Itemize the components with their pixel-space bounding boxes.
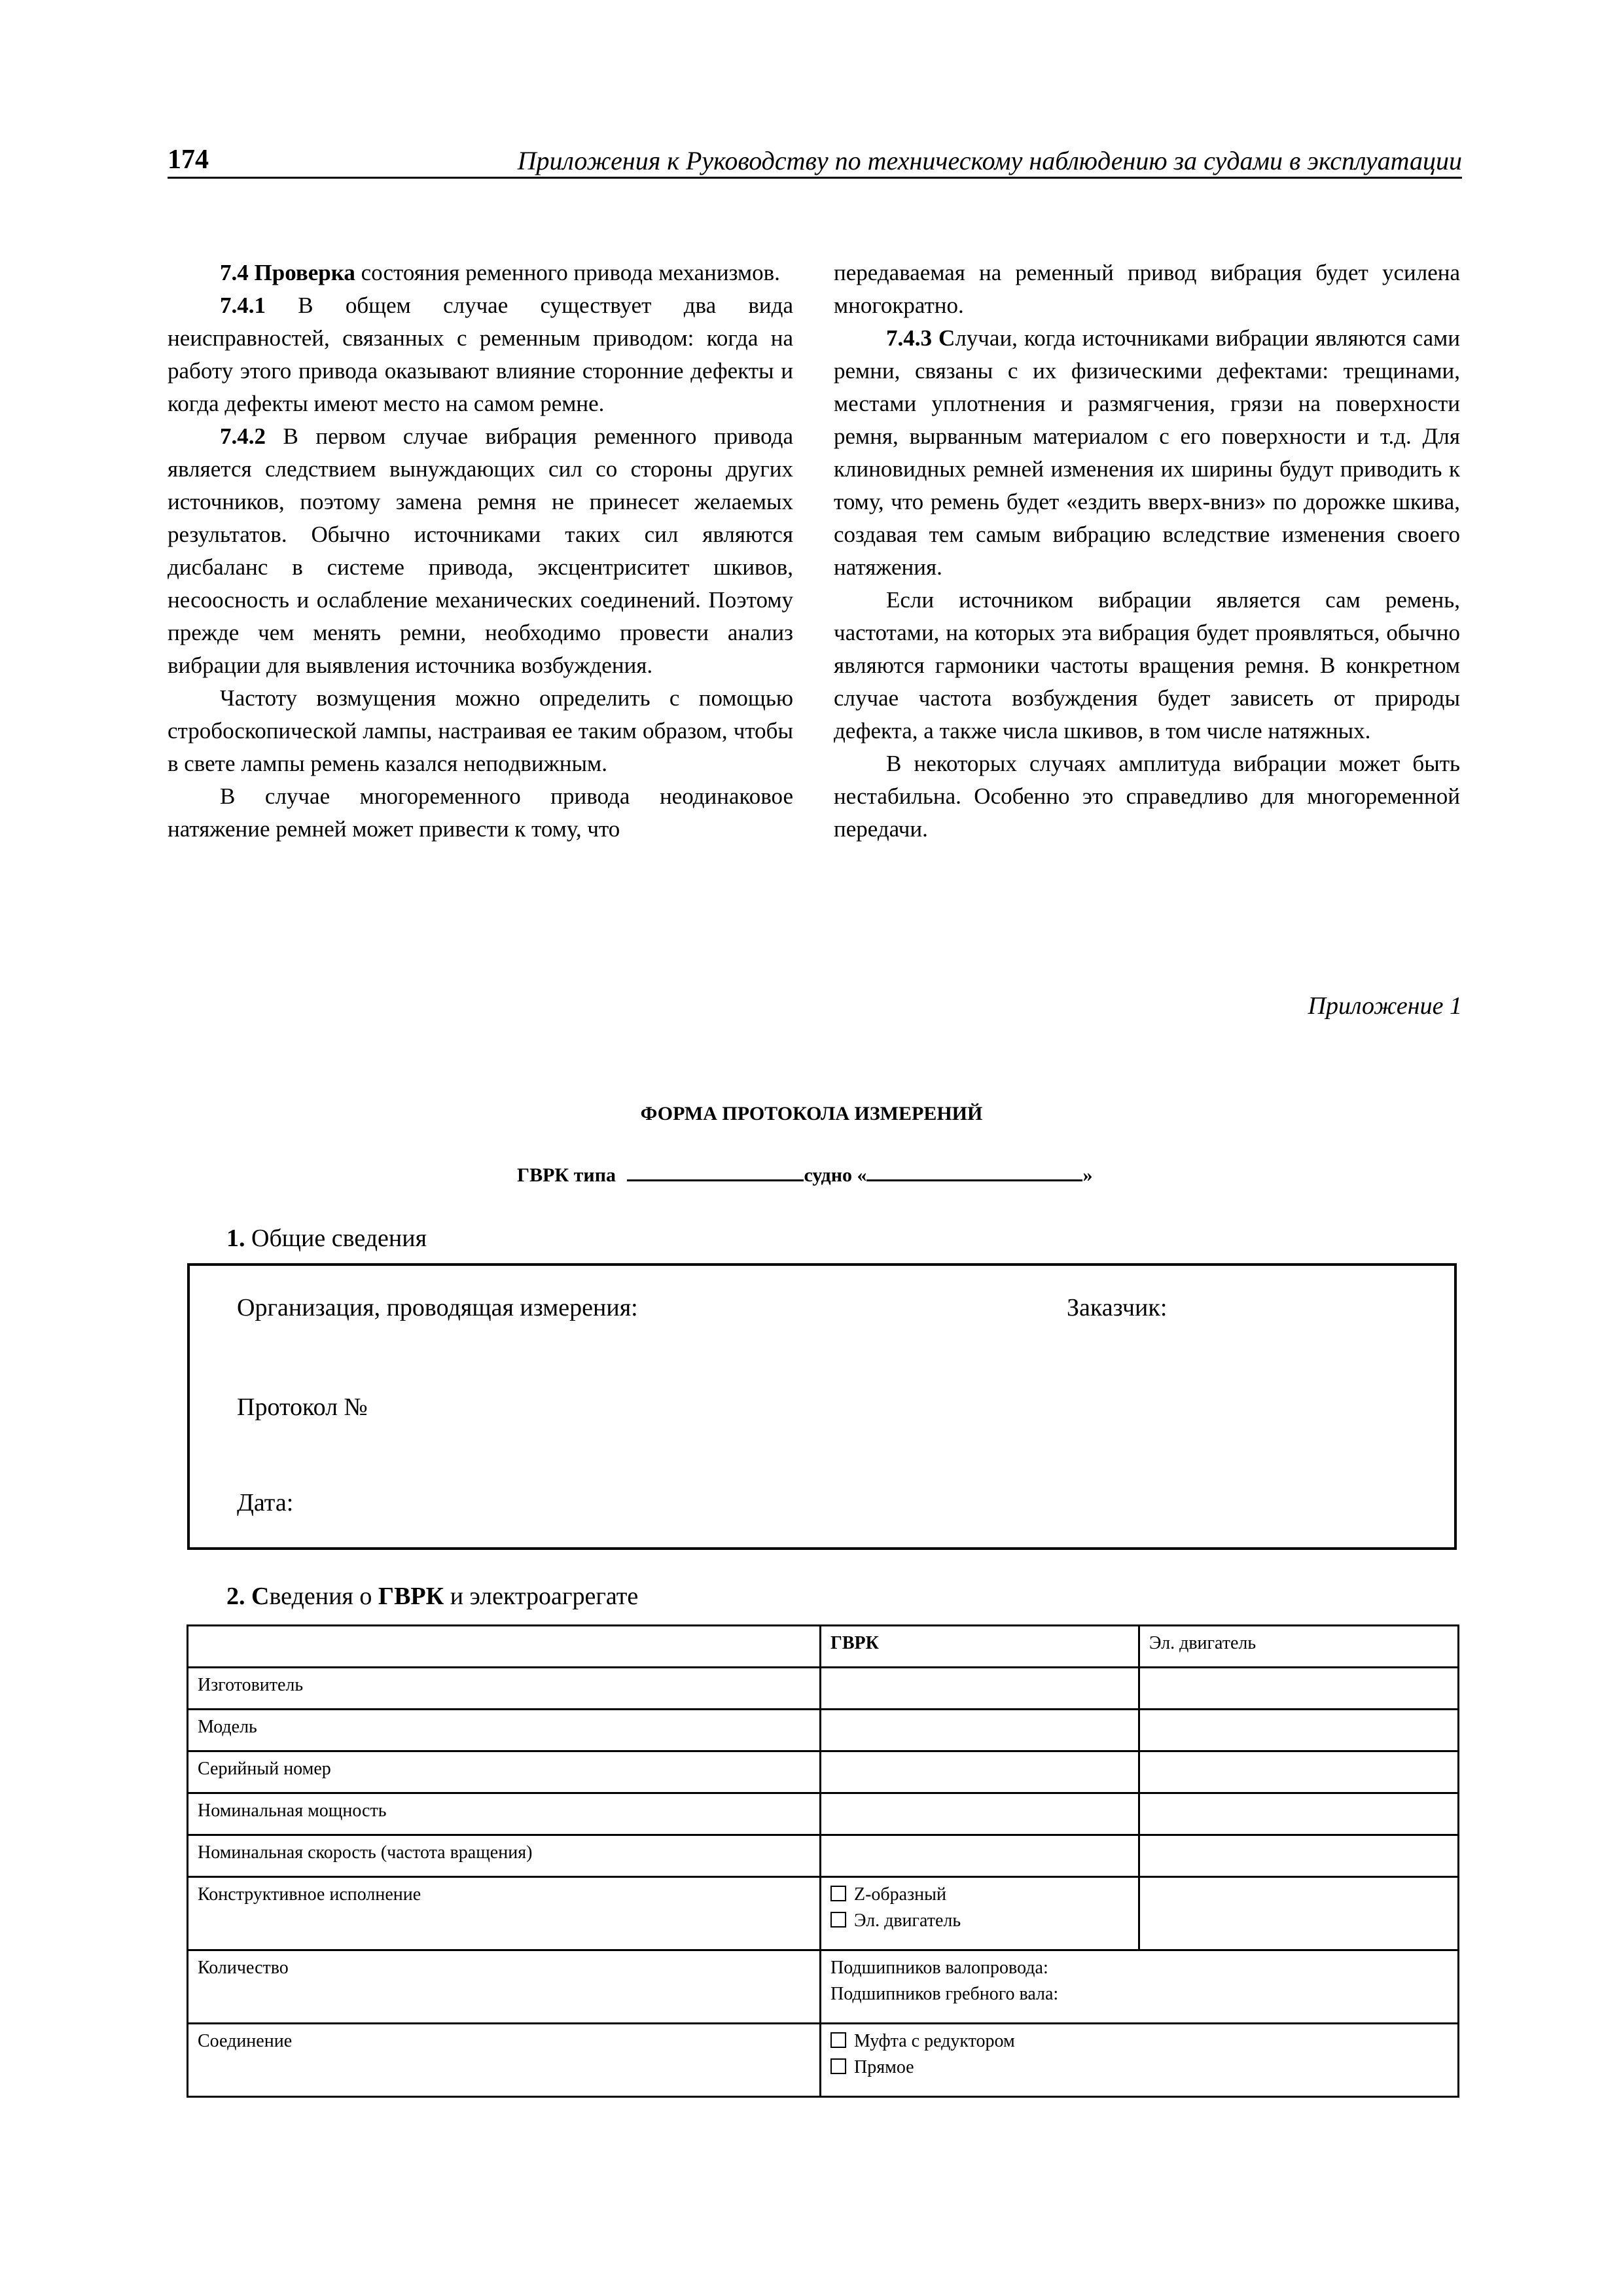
table-cell[interactable] — [1139, 1877, 1459, 1950]
paragraph: 7.4.3 Случаи, когда источниками вибрации являются сами ремни, связаны с их физическими дефектами: трещинами, местами уплотнения и размягчения, грязи на поверхности ремня, вырванным материалом с его поверхности и т.д. Для клиновидных ремней изменения их ширины будут приводить к тому, что ремень будет «ездить вверх-вниз» по дорожке шкива, создавая тем самым вибрацию вследствие изменения своего натяжения. — [834, 325, 1460, 580]
connection-option[interactable]: Муфта с редуктором — [830, 2028, 1448, 2054]
row-label: Изготовитель — [188, 1668, 821, 1710]
customer-label: Заказчик: — [1067, 1294, 1168, 1321]
row-label: Конструктивное исполнение — [188, 1877, 821, 1950]
column-header-gvrk: ГВРК — [821, 1626, 1139, 1668]
table-cell[interactable] — [821, 1668, 1139, 1710]
table-cell[interactable] — [1139, 1793, 1459, 1835]
quantity-line: Подшипников валопровода: — [830, 1958, 1048, 1978]
table-cell[interactable] — [821, 1751, 1139, 1793]
table-cell — [821, 1950, 1459, 2024]
form-title: ФОРМА ПРОТОКОЛА ИЗМЕРЕНИЙ — [640, 1103, 983, 1124]
right-column — [834, 257, 1460, 846]
paragraph: 7.4.2 В первом случае вибрация ременного привода является следствием вынуждающих сил со стороны других источников, поэтому замена ремня не принесет желаемых результатов. Обычно источниками таких сил являются дисбаланс в системе привода, эксцентриситет шкивов, несоосность и ослабление механических соединений. Поэтому прежде чем менять ремни, необходимо провести анализ вибрации для выявления источника возбуждения. — [168, 423, 793, 678]
table-cell — [821, 2024, 1459, 2097]
design-option[interactable]: Z-образный — [830, 1882, 1129, 1908]
table-row — [188, 1877, 1459, 1950]
protocol-label: Протокол № — [237, 1393, 368, 1421]
quantity-line: Подшипников гребного вала: — [830, 1984, 1059, 2004]
table-row — [188, 1710, 1459, 1751]
date-label: Дата: — [237, 1489, 294, 1516]
table-cell[interactable] — [821, 1835, 1139, 1877]
table-cell[interactable] — [821, 1793, 1139, 1835]
table-cell — [188, 1626, 821, 1668]
column-header-motor: Эл. двигатель — [1139, 1626, 1459, 1668]
table-cell[interactable] — [1139, 1710, 1459, 1751]
design-option[interactable]: Эл. двигатель — [830, 1908, 1129, 1934]
paragraph: 7.4 Проверка состояния ременного привода механизмов. — [220, 260, 780, 285]
appendix-label: Приложение 1 — [1308, 992, 1462, 1020]
table-row — [188, 1751, 1459, 1793]
table-cell — [821, 1877, 1139, 1950]
paragraph: В случае многоременного привода неодинаковое натяжение ремней может привести к тому, что — [168, 783, 793, 842]
vessel-type-blank[interactable] — [627, 1161, 804, 1181]
page-number: 174 — [168, 145, 209, 175]
table-row — [188, 1793, 1459, 1835]
paragraph: Частоту возмущения можно определить с помощью стробоскопической лампы, настраивая ее таким образом, чтобы в свете лампы ремень казался неподвижным. — [168, 685, 793, 776]
table-header-row — [188, 1626, 1459, 1668]
table-row — [188, 2024, 1459, 2097]
gvrk-table — [187, 1624, 1459, 2098]
section-1-heading: 1. Общие сведения — [226, 1225, 427, 1252]
paragraph: Если источником вибрации является сам ремень, частотами, на которых эта вибрация будет проявляться, обычно являются гармоники частоты вращения ремня. В конкретном случае частота возбуждения будет зависеть от природы дефекта, а также числа шкивов, в том числе натяжных. — [834, 587, 1460, 744]
row-label: Номинальная скорость (частота вращения) — [188, 1835, 821, 1877]
paragraph: передаваемая на ременный привод вибрация будет усилена многократно. — [834, 260, 1460, 318]
row-label: Соединение — [188, 2024, 821, 2097]
vessel-name-blank[interactable] — [866, 1161, 1082, 1181]
connection-option[interactable]: Прямое — [830, 2054, 1448, 2081]
form-subtitle: ГВРК типа судно « » — [517, 1161, 1092, 1187]
organization-label: Организация, проводящая измерения: — [237, 1294, 638, 1321]
checkbox-icon[interactable] — [830, 2058, 846, 2074]
page-header — [168, 143, 1462, 179]
running-title: Приложения к Руководству по техническому наблюдению за судами в эксплуатации — [517, 146, 1462, 175]
left-column — [168, 257, 793, 846]
checkbox-icon[interactable] — [830, 1886, 846, 1901]
paragraph: В некоторых случаях амплитуда вибрации может быть нестабильна. Особенно это справедливо для многоременной передачи. — [834, 751, 1460, 842]
checkbox-icon[interactable] — [830, 1912, 846, 1928]
table-cell[interactable] — [1139, 1751, 1459, 1793]
table-cell[interactable] — [1139, 1835, 1459, 1877]
row-label: Серийный номер — [188, 1751, 821, 1793]
table-row — [188, 1835, 1459, 1877]
row-label: Номинальная мощность — [188, 1793, 821, 1835]
checkbox-icon[interactable] — [830, 2032, 846, 2048]
table-cell[interactable] — [1139, 1668, 1459, 1710]
row-label: Количество — [188, 1950, 821, 2024]
paragraph: 7.4.1 В общем случае существует два вида неисправностей, связанных с ременным приводом: когда на работу этого привода оказывают влияние сторонние дефекты и когда дефекты имеют место на самом ремне. — [168, 293, 793, 416]
row-label: Модель — [188, 1710, 821, 1751]
general-info-box — [187, 1263, 1457, 1550]
table-cell[interactable] — [821, 1710, 1139, 1751]
section-2-heading: 2. Сведения о ГВРК и электроагрегате — [226, 1583, 639, 1610]
table-row — [188, 1950, 1459, 2024]
table-row — [188, 1668, 1459, 1710]
